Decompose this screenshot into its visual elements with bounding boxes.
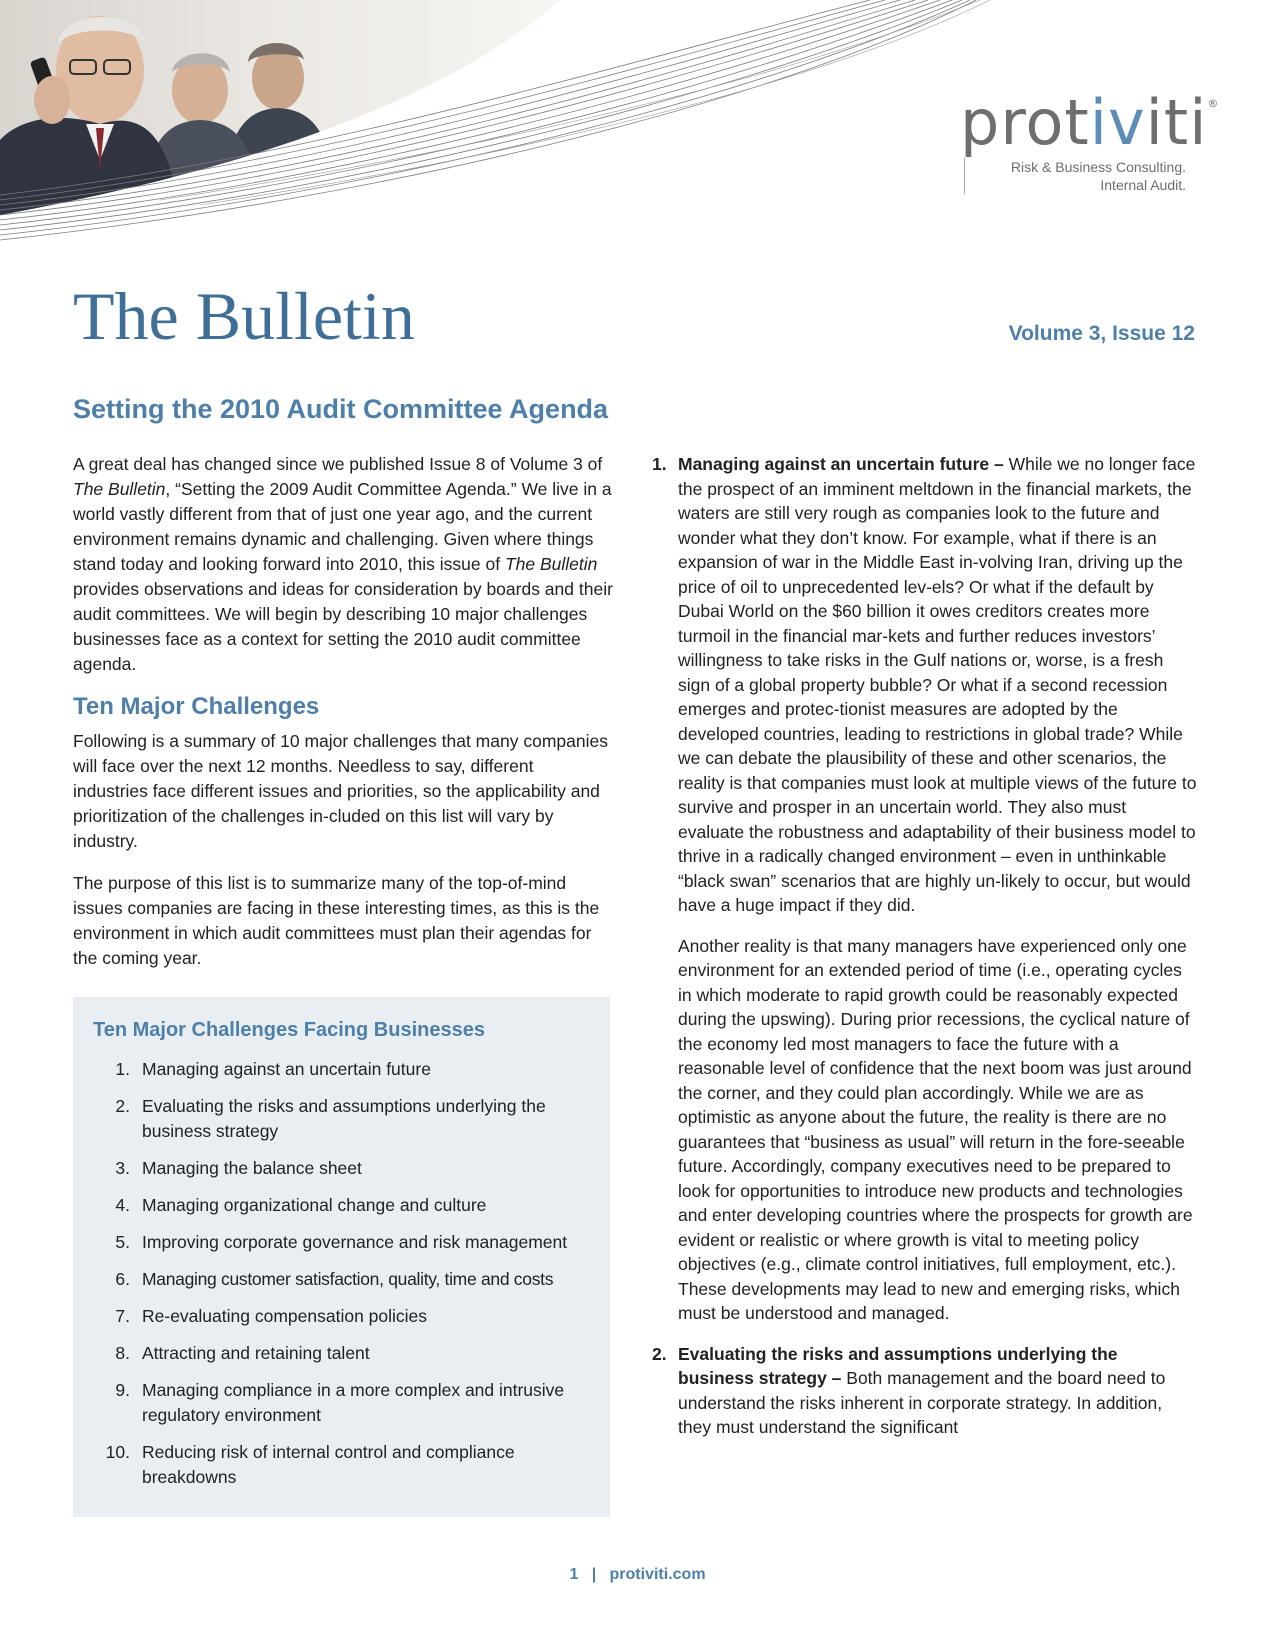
logo-wordmark: protiviti®	[960, 86, 1220, 159]
section-paragraph: The purpose of this list is to summarize many of the top-of-mind issues companies are facing in these interesting times, as this is the environment in which audit committees must plan their agendas for the coming year.	[73, 873, 600, 968]
box-title: Ten Major Challenges Facing Businesses	[93, 1019, 485, 1041]
page-number: 1	[569, 1566, 579, 1583]
challenges-box	[73, 997, 610, 1517]
logo-tagline: Risk & Business Consulting. Internal Audit.	[964, 158, 1220, 194]
challenge-item: 2. Evaluating the risks and assumptions underlying the business strategy – Both management and the board need to understand the risks inherent in corporate strategy. In addition, they must understand the significant	[652, 1343, 1166, 1437]
publication-title: The Bulletin	[73, 278, 415, 354]
list-item: 7. Re-evaluating compensation policies	[115, 1306, 428, 1326]
list-item: 5. Improving corporate governance and risk management	[115, 1232, 568, 1252]
list-item: 10. Reducing risk of internal control and compliance breakdowns	[105, 1442, 515, 1487]
registered-mark: ®	[1207, 97, 1220, 110]
challenges-list	[93, 1057, 593, 1502]
list-item: 6. Managing customer satisfaction, quality, time and costs	[115, 1269, 554, 1289]
section-paragraph: Following is a summary of 10 major challenges that many companies will face over the next 12 months. Needless to say, different industries face different issues and priorities, so the applicability and prioritization of the challenges in-cluded on this list will vary by industry.	[73, 731, 608, 851]
challenge-item: 1. Managing against an uncertain future – While we no longer face the prospect of an imminent meltdown in the financial markets, the waters are still very rough as companies look to the future and wonder what they don’t know. For example, what if there is an expansion of war in the Middle East in-volving Iran, driving up the price of oil to unprecedented lev-els? Or what if the default by Dubai World on the $60 billion it owes creditors creates more turmoil in the financial mar-kets and further reduces investors’ willingness to take risks in the Gulf nations or, worse, is a fresh sign of a global property bubble? Or what if a second recession emerges and protec-tionist measures are adopted by the developed countries, leading to restrictions in global trade? While we can debate the plausibility of these and other scenarios, the reality is that companies must look at multiple views of the future to survive and prosper in an uncertain world. They also must evaluate the robustness and adaptability of their business model to thrive in a radically changed environment – even in unthinkable “black swan” scenarios that are highly un-likely to occur, but would have a huge impact if they did.	[652, 454, 1197, 915]
section-heading: Ten Major Challenges	[73, 693, 320, 720]
challenge-lead: Evaluating the risks and assumptions underlying the business strategy –	[678, 1343, 1118, 1388]
list-item: 3. Managing the balance sheet	[115, 1158, 362, 1178]
list-item: 8. Attracting and retaining talent	[115, 1343, 370, 1363]
article-title: Setting the 2010 Audit Committee Agenda	[73, 394, 609, 424]
list-item: 2. Evaluating the risks and assumptions underlying the business strategy	[115, 1096, 546, 1141]
footer-site-link[interactable]: protiviti.com	[609, 1566, 706, 1583]
challenge-paragraph: Another reality is that many managers have experienced only one environment for an extended period of time (i.e., operating cycles in which moderate to rapid growth could be reasonably expected during the upswing). During prior recessions, the cyclical nature of the economy led most managers to face the future with a reasonable level of confidence that the next boom was just around the corner, and they could plan accordingly. While we are as optimistic as anyone about the future, the reality is there are no guarantees that “business as usual” will return in the fore-seeable future. Accordingly, company executives need to be prepared to look for opportunities to introduce new products and technologies and enter developing countries where the prospects for growth are evident or realistic or where growth is vital to meeting policy objectives (e.g., climate control initiatives, full employment, etc.). These developments may lead to new and emerging risks, which must be understood and managed.	[678, 935, 1193, 1323]
issue-number: Volume 3, Issue 12	[1008, 322, 1195, 345]
list-item: 4. Managing organizational change and culture	[115, 1195, 487, 1215]
intro-paragraph: A great deal has changed since we published Issue 8 of Volume 3 of The Bulletin, “Setting the 2009 Audit Committee Agenda.” We live in a world vastly different from that of just one year ago, and the current environment remains dynamic and challenging. Given where things stand today and looking forward into 2010, this issue of The Bulletin provides observations and ideas for consideration by boards and their audit committees. We will begin by describing 10 major challenges businesses face as a context for setting the 2010 audit committee agenda.	[73, 454, 613, 674]
right-column	[652, 452, 1197, 1456]
footer-separator: |	[591, 1566, 597, 1583]
list-item: 1. Managing against an uncertain future	[115, 1059, 431, 1079]
protiviti-logo	[960, 86, 1220, 194]
challenge-lead: Managing against an uncertain future –	[678, 454, 1004, 474]
page-footer	[0, 1566, 1275, 1584]
list-item: 9. Managing compliance in a more complex and intrusive regulatory environment	[115, 1380, 565, 1425]
left-column	[73, 452, 613, 988]
